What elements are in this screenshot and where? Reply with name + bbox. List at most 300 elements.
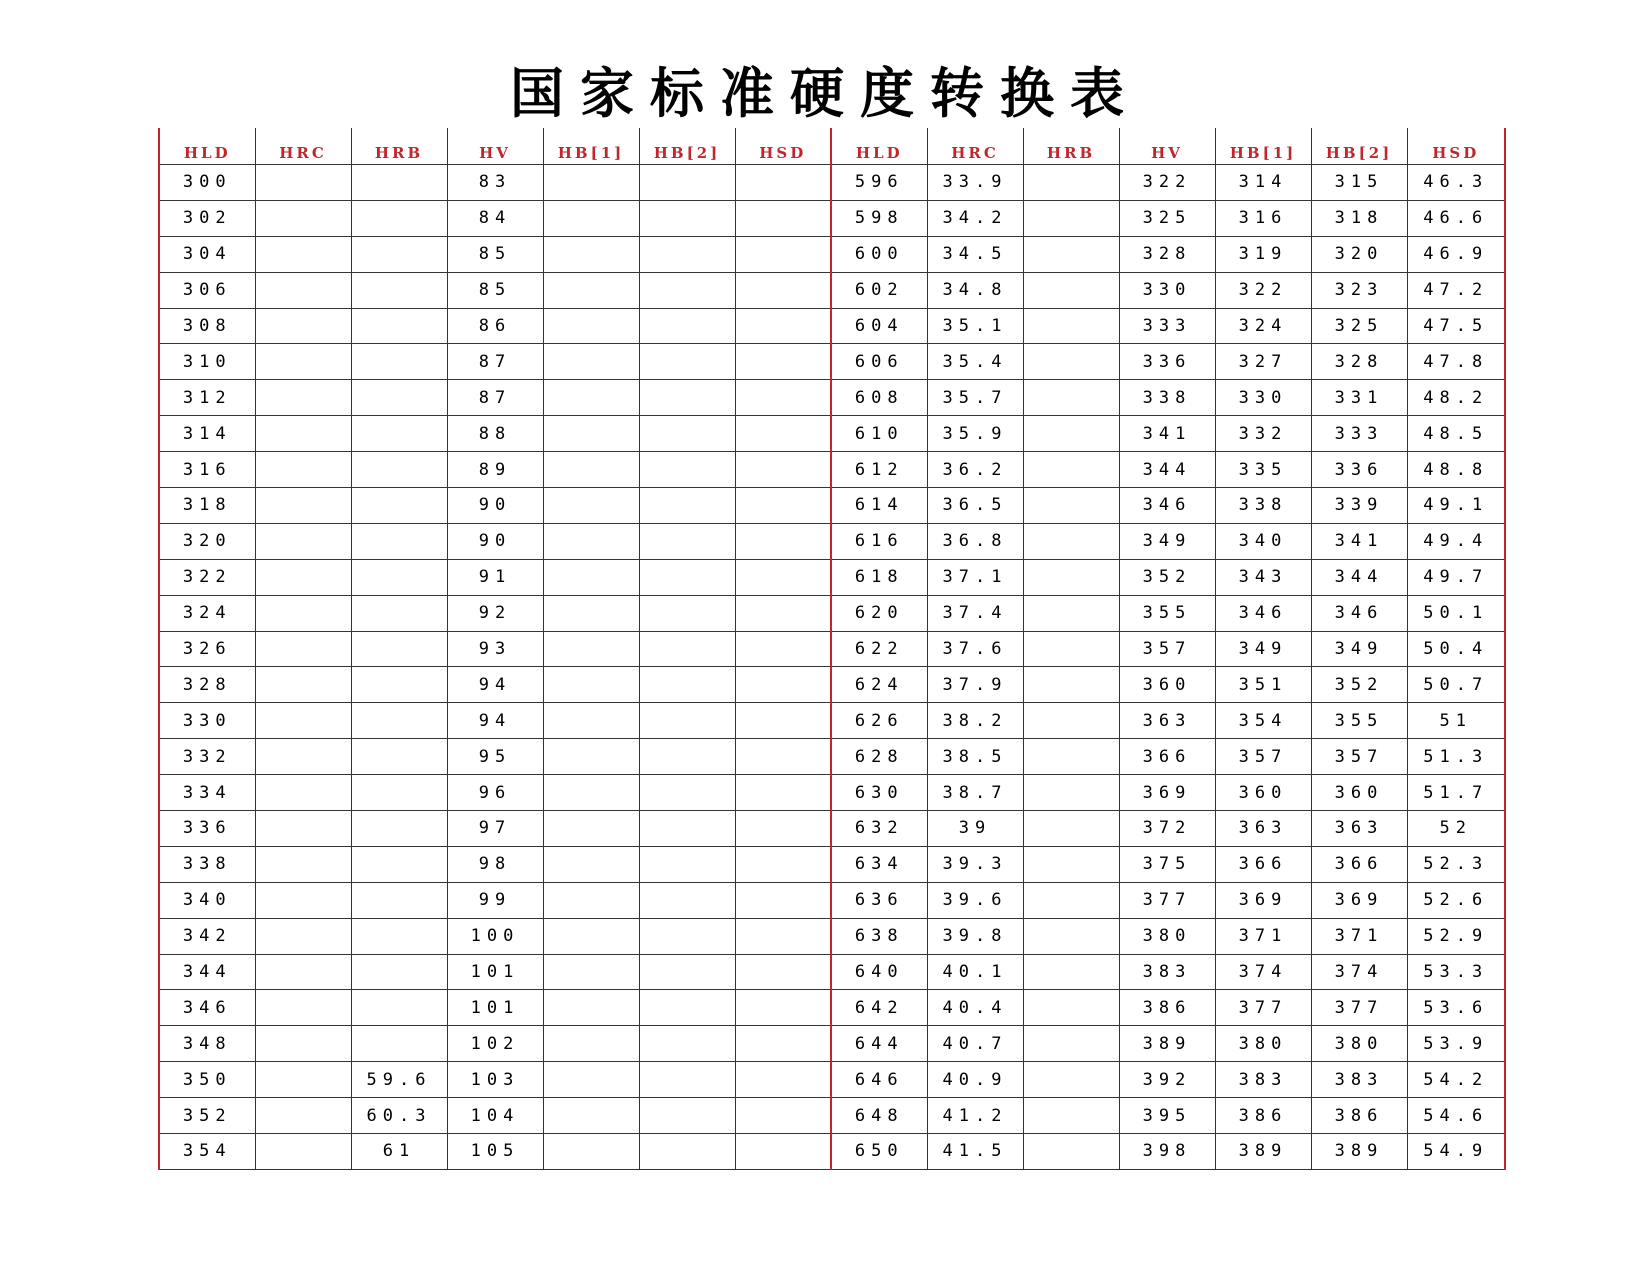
table-cell: 85 (447, 236, 543, 272)
table-cell (639, 308, 735, 344)
table-cell (639, 344, 735, 380)
table-cell: 357 (1311, 739, 1407, 775)
table-cell: 40.9 (927, 1062, 1023, 1098)
table-cell: 357 (1119, 631, 1215, 667)
table-cell: 342 (159, 918, 255, 954)
table-cell (351, 236, 447, 272)
table-cell (351, 380, 447, 416)
table-cell: 363 (1119, 703, 1215, 739)
table-cell: 389 (1215, 1134, 1311, 1170)
table-cell: 39 (927, 811, 1023, 847)
table-cell: 344 (1311, 559, 1407, 595)
table-cell: 49.4 (1407, 523, 1505, 559)
table-cell: 602 (831, 272, 927, 308)
table-cell (351, 954, 447, 990)
table-cell: 338 (1215, 488, 1311, 524)
table-cell: 331 (1311, 380, 1407, 416)
table-cell (735, 595, 831, 631)
table-cell (735, 559, 831, 595)
table-cell (543, 703, 639, 739)
table-cell (735, 165, 831, 201)
table-cell: 328 (1119, 236, 1215, 272)
table-cell: 306 (159, 272, 255, 308)
table-cell: 38.7 (927, 775, 1023, 811)
table-cell (351, 631, 447, 667)
table-cell: 40.1 (927, 954, 1023, 990)
table-cell (639, 703, 735, 739)
table-cell: 59.6 (351, 1062, 447, 1098)
table-cell: 642 (831, 990, 927, 1026)
table-body (159, 165, 1505, 1170)
table-cell: 377 (1215, 990, 1311, 1026)
table-cell (735, 452, 831, 488)
table-cell: 374 (1215, 954, 1311, 990)
table-cell (639, 1134, 735, 1170)
table-cell: 395 (1119, 1098, 1215, 1134)
table-cell (639, 846, 735, 882)
table-cell: 310 (159, 344, 255, 380)
table-cell: 612 (831, 452, 927, 488)
table-cell: 614 (831, 488, 927, 524)
table-cell (735, 416, 831, 452)
table-cell (543, 452, 639, 488)
table-cell: 324 (1215, 308, 1311, 344)
table-row (159, 1062, 1505, 1098)
table-row (159, 1098, 1505, 1134)
table-cell (639, 811, 735, 847)
table-cell (255, 954, 351, 990)
table-cell (639, 272, 735, 308)
table-cell: 86 (447, 308, 543, 344)
column-header: HRB (1023, 128, 1119, 165)
table-cell (1023, 380, 1119, 416)
table-cell: 101 (447, 990, 543, 1026)
table-cell: 50.4 (1407, 631, 1505, 667)
table-cell (735, 990, 831, 1026)
column-header: HLD (831, 128, 927, 165)
table-cell: 336 (1311, 452, 1407, 488)
table-cell: 36.5 (927, 488, 1023, 524)
table-cell: 318 (1311, 200, 1407, 236)
table-cell (735, 488, 831, 524)
column-header: HSD (735, 128, 831, 165)
table-cell: 336 (1119, 344, 1215, 380)
table-cell: 377 (1119, 882, 1215, 918)
table-cell: 386 (1311, 1098, 1407, 1134)
table-cell (255, 631, 351, 667)
table-cell (543, 416, 639, 452)
table-row (159, 1026, 1505, 1062)
table-cell: 357 (1215, 739, 1311, 775)
table-row (159, 739, 1505, 775)
table-cell (1023, 1134, 1119, 1170)
table-cell: 312 (159, 380, 255, 416)
table-row (159, 236, 1505, 272)
table-cell: 334 (159, 775, 255, 811)
table-cell: 35.4 (927, 344, 1023, 380)
table-cell (1023, 739, 1119, 775)
table-cell: 346 (1119, 488, 1215, 524)
table-cell (735, 846, 831, 882)
table-cell (255, 165, 351, 201)
column-header: HLD (159, 128, 255, 165)
table-cell: 49.1 (1407, 488, 1505, 524)
table-cell (735, 236, 831, 272)
table-cell (639, 380, 735, 416)
table-cell (639, 165, 735, 201)
table-cell (543, 1098, 639, 1134)
table-cell (735, 200, 831, 236)
table-cell: 352 (159, 1098, 255, 1134)
column-header: HRC (255, 128, 351, 165)
table-cell (351, 1026, 447, 1062)
table-cell: 39.3 (927, 846, 1023, 882)
table-cell: 36.8 (927, 523, 1023, 559)
table-cell: 304 (159, 236, 255, 272)
table-cell: 330 (159, 703, 255, 739)
table-cell: 363 (1311, 811, 1407, 847)
table-cell: 380 (1119, 918, 1215, 954)
table-cell (255, 739, 351, 775)
table-cell: 330 (1119, 272, 1215, 308)
table-cell: 34.2 (927, 200, 1023, 236)
table-cell (1023, 595, 1119, 631)
table-cell (1023, 272, 1119, 308)
table-cell: 344 (1119, 452, 1215, 488)
table-cell (255, 1026, 351, 1062)
table-cell (255, 200, 351, 236)
table-cell (1023, 165, 1119, 201)
table-row (159, 1134, 1505, 1170)
table-cell (255, 416, 351, 452)
table-cell: 343 (1215, 559, 1311, 595)
table-cell (735, 1134, 831, 1170)
table-cell (639, 918, 735, 954)
table-cell (351, 882, 447, 918)
table-cell: 371 (1215, 918, 1311, 954)
table-cell: 636 (831, 882, 927, 918)
table-cell: 624 (831, 667, 927, 703)
table-cell: 628 (831, 739, 927, 775)
table-cell (735, 272, 831, 308)
table-cell: 648 (831, 1098, 927, 1134)
table-cell: 371 (1311, 918, 1407, 954)
column-header: HRC (927, 128, 1023, 165)
table-cell (543, 523, 639, 559)
table-cell (543, 236, 639, 272)
table-cell (1023, 523, 1119, 559)
table-row (159, 918, 1505, 954)
table-row (159, 344, 1505, 380)
table-cell (1023, 1026, 1119, 1062)
table-cell: 640 (831, 954, 927, 990)
column-header: HV (1119, 128, 1215, 165)
table-cell: 47.8 (1407, 344, 1505, 380)
table-cell: 354 (159, 1134, 255, 1170)
table-cell (351, 990, 447, 1026)
table-cell: 50.7 (1407, 667, 1505, 703)
table-cell: 87 (447, 344, 543, 380)
table-cell: 52.3 (1407, 846, 1505, 882)
table-cell (735, 811, 831, 847)
table-cell (255, 236, 351, 272)
table-cell (639, 667, 735, 703)
table-cell: 85 (447, 272, 543, 308)
table-cell: 322 (1215, 272, 1311, 308)
table-cell (255, 1134, 351, 1170)
table-cell (639, 1062, 735, 1098)
table-cell: 344 (159, 954, 255, 990)
table-cell: 634 (831, 846, 927, 882)
table-row (159, 990, 1505, 1026)
table-cell: 34.8 (927, 272, 1023, 308)
table-cell (735, 918, 831, 954)
table-cell: 320 (159, 523, 255, 559)
table-cell (543, 200, 639, 236)
table-cell (1023, 488, 1119, 524)
column-header: HB[1] (543, 128, 639, 165)
table-cell: 380 (1215, 1026, 1311, 1062)
table-cell: 98 (447, 846, 543, 882)
table-cell (543, 165, 639, 201)
table-cell: 630 (831, 775, 927, 811)
table-cell (255, 452, 351, 488)
table-cell (351, 595, 447, 631)
table-cell (543, 1062, 639, 1098)
table-cell: 596 (831, 165, 927, 201)
table-cell: 608 (831, 380, 927, 416)
table-cell (1023, 918, 1119, 954)
table-cell: 606 (831, 344, 927, 380)
table-cell: 46.3 (1407, 165, 1505, 201)
table-cell: 369 (1215, 882, 1311, 918)
table-cell (639, 559, 735, 595)
table-cell: 352 (1311, 667, 1407, 703)
table-cell (639, 1026, 735, 1062)
table-cell (1023, 631, 1119, 667)
table-cell: 325 (1311, 308, 1407, 344)
table-cell (735, 631, 831, 667)
table-cell: 40.7 (927, 1026, 1023, 1062)
table-cell (543, 739, 639, 775)
table-cell: 47.5 (1407, 308, 1505, 344)
table-cell: 52 (1407, 811, 1505, 847)
table-cell (1023, 344, 1119, 380)
table-cell: 316 (159, 452, 255, 488)
table-cell (255, 595, 351, 631)
column-header: HV (447, 128, 543, 165)
table-cell: 46.9 (1407, 236, 1505, 272)
table-row (159, 559, 1505, 595)
table-row (159, 595, 1505, 631)
table-cell (1023, 775, 1119, 811)
table-cell: 383 (1311, 1062, 1407, 1098)
table-cell (255, 1062, 351, 1098)
table-cell (639, 488, 735, 524)
table-cell: 352 (1119, 559, 1215, 595)
table-row (159, 703, 1505, 739)
table-cell (351, 703, 447, 739)
table-cell: 83 (447, 165, 543, 201)
table-cell: 97 (447, 811, 543, 847)
table-cell: 346 (1311, 595, 1407, 631)
table-cell (543, 990, 639, 1026)
table-cell: 54.2 (1407, 1062, 1505, 1098)
table-cell: 332 (159, 739, 255, 775)
table-cell: 53.3 (1407, 954, 1505, 990)
table-cell: 341 (1311, 523, 1407, 559)
table-cell: 333 (1311, 416, 1407, 452)
table-cell: 389 (1119, 1026, 1215, 1062)
table-cell (543, 559, 639, 595)
table-cell (639, 452, 735, 488)
table-cell: 302 (159, 200, 255, 236)
table-cell (735, 1062, 831, 1098)
table-cell: 616 (831, 523, 927, 559)
table-cell: 41.5 (927, 1134, 1023, 1170)
table-cell (543, 595, 639, 631)
table-cell: 37.4 (927, 595, 1023, 631)
table-cell: 36.2 (927, 452, 1023, 488)
table-cell (351, 308, 447, 344)
table-cell: 328 (1311, 344, 1407, 380)
table-row (159, 523, 1505, 559)
table-cell: 35.7 (927, 380, 1023, 416)
table-cell: 328 (159, 667, 255, 703)
table-cell (735, 308, 831, 344)
table-cell: 366 (1311, 846, 1407, 882)
table-cell (543, 667, 639, 703)
table-cell (543, 846, 639, 882)
table-cell: 96 (447, 775, 543, 811)
table-cell: 330 (1215, 380, 1311, 416)
table-cell: 355 (1119, 595, 1215, 631)
table-cell (255, 559, 351, 595)
table-cell (1023, 416, 1119, 452)
table-cell (639, 200, 735, 236)
hardness-conversion-table (158, 128, 1506, 1170)
table-cell (255, 667, 351, 703)
table-cell (1023, 1062, 1119, 1098)
table-cell (351, 165, 447, 201)
table-cell: 369 (1311, 882, 1407, 918)
table-cell: 41.2 (927, 1098, 1023, 1134)
table-cell: 618 (831, 559, 927, 595)
table-cell: 340 (159, 882, 255, 918)
table-cell (543, 344, 639, 380)
table-cell (1023, 954, 1119, 990)
table-cell: 646 (831, 1062, 927, 1098)
table-cell: 51.3 (1407, 739, 1505, 775)
page-title: 国家标准硬度转换表 (510, 61, 1140, 125)
table-cell (543, 488, 639, 524)
table-cell: 90 (447, 523, 543, 559)
table-cell (1023, 559, 1119, 595)
table-cell: 53.9 (1407, 1026, 1505, 1062)
table-cell: 632 (831, 811, 927, 847)
table-cell (735, 667, 831, 703)
table-cell (1023, 200, 1119, 236)
table-cell: 377 (1311, 990, 1407, 1026)
table-cell: 314 (1215, 165, 1311, 201)
table-cell (351, 739, 447, 775)
table-cell: 336 (159, 811, 255, 847)
table-cell: 95 (447, 739, 543, 775)
table-cell (1023, 882, 1119, 918)
table-cell (351, 523, 447, 559)
table-cell (255, 380, 351, 416)
table-row (159, 882, 1505, 918)
table-cell: 52.9 (1407, 918, 1505, 954)
table-cell: 91 (447, 559, 543, 595)
table-cell: 369 (1119, 775, 1215, 811)
table-cell: 325 (1119, 200, 1215, 236)
table-cell: 104 (447, 1098, 543, 1134)
table-cell (255, 918, 351, 954)
table-cell: 338 (1119, 380, 1215, 416)
table-cell (1023, 1098, 1119, 1134)
table-row (159, 667, 1505, 703)
table-cell (255, 344, 351, 380)
table-cell: 332 (1215, 416, 1311, 452)
table-row (159, 488, 1505, 524)
table-cell: 366 (1215, 846, 1311, 882)
table-cell: 35.1 (927, 308, 1023, 344)
table-cell: 372 (1119, 811, 1215, 847)
table-cell (255, 488, 351, 524)
table-cell (255, 272, 351, 308)
table-row (159, 631, 1505, 667)
table-cell: 322 (1119, 165, 1215, 201)
table-cell (351, 846, 447, 882)
table-cell (255, 775, 351, 811)
column-header: HB[1] (1215, 128, 1311, 165)
table-cell (255, 846, 351, 882)
table-cell: 53.6 (1407, 990, 1505, 1026)
table-row (159, 200, 1505, 236)
table-cell (351, 775, 447, 811)
table-cell: 51.7 (1407, 775, 1505, 811)
table-cell (735, 1098, 831, 1134)
table-cell: 34.5 (927, 236, 1023, 272)
table-cell (639, 595, 735, 631)
table-cell: 87 (447, 380, 543, 416)
table-cell (255, 523, 351, 559)
table-cell: 102 (447, 1026, 543, 1062)
table-cell (1023, 846, 1119, 882)
table-cell (351, 272, 447, 308)
table-cell: 650 (831, 1134, 927, 1170)
table-cell (351, 344, 447, 380)
table-cell (543, 918, 639, 954)
table-cell (543, 954, 639, 990)
table-cell (735, 775, 831, 811)
header-row (159, 128, 1505, 165)
table-cell: 598 (831, 200, 927, 236)
table-cell (543, 308, 639, 344)
table-cell: 60.3 (351, 1098, 447, 1134)
table-cell: 318 (159, 488, 255, 524)
table-cell (351, 200, 447, 236)
table-cell (1023, 811, 1119, 847)
table-cell: 348 (159, 1026, 255, 1062)
table-cell (639, 775, 735, 811)
table-cell: 105 (447, 1134, 543, 1170)
table-cell (1023, 703, 1119, 739)
table-cell (1023, 990, 1119, 1026)
table-row (159, 846, 1505, 882)
table-cell: 338 (159, 846, 255, 882)
